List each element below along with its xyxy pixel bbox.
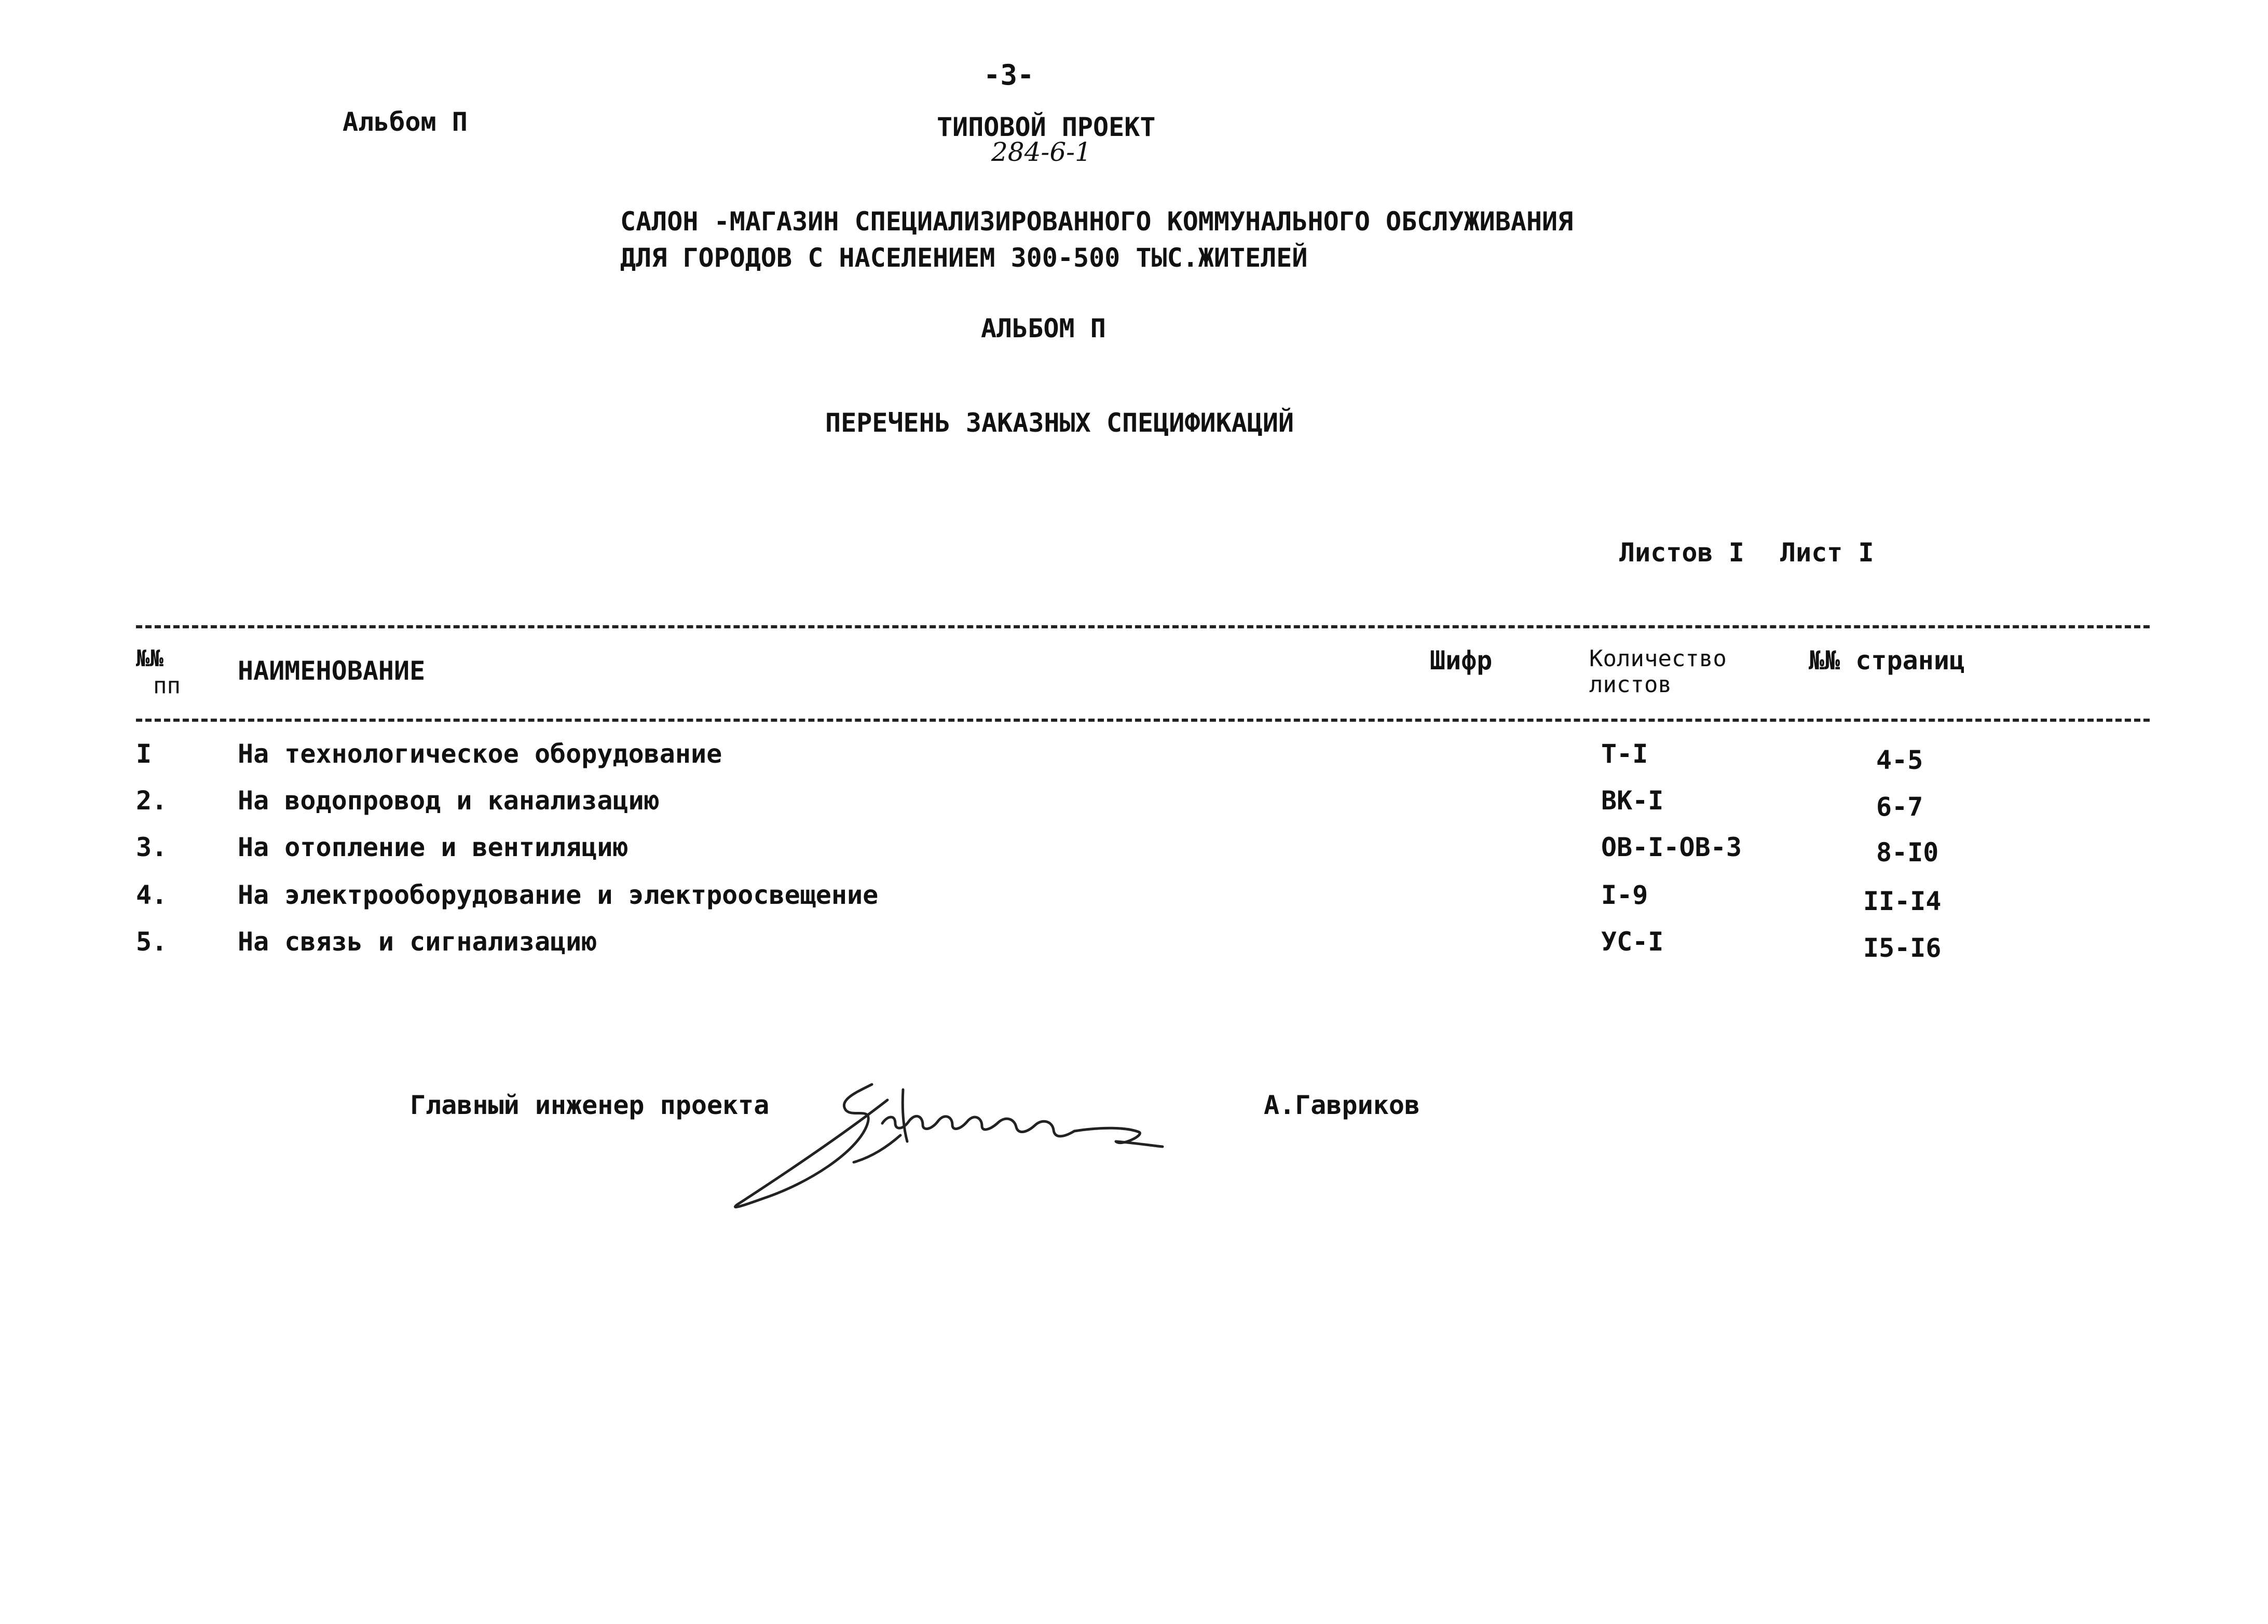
row-pages: 6-7 [1876,792,1923,822]
row-pages: 4-5 [1876,745,1923,775]
sheets-total: Листов I [1619,538,1744,568]
header-qty-sub: листов [1589,671,1672,698]
row-qty: Т-I [1601,739,1648,769]
header-qty: Количество [1589,645,1727,672]
row-num: 5. [136,927,168,957]
row-num: I [136,739,152,769]
list-heading: ПЕРЕЧЕНЬ ЗАКАЗНЫХ СПЕЦИФИКАЦИЙ [825,408,1294,438]
table-top-rule [136,625,2150,628]
table-header-rule [136,719,2150,722]
row-pages: II-I4 [1863,886,1942,916]
project-type: ТИПОВОЙ ПРОЕКТ [937,112,1156,142]
sheet-number: Лист I [1780,538,1874,568]
row-num: 4. [136,880,168,910]
header-pages: №№ страниц [1809,645,1965,676]
row-name: На технологическое оборудование [238,739,722,769]
row-qty: ОВ-I-ОВ-3 [1601,832,1742,862]
header-name: НАИМЕНОВАНИЕ [238,656,426,686]
row-qty: УС-I [1601,927,1664,957]
row-qty: ВК-I [1601,786,1664,816]
signature-role: Главный инженер проекта [410,1090,770,1120]
header-code: Шифр [1430,645,1493,676]
row-pages: I5-I6 [1863,933,1942,963]
header-num-sub: пп [153,672,181,699]
row-name: На отопление и вентиляцию [238,832,629,862]
document-title-line2: ДЛЯ ГОРОДОВ С НАСЕЛЕНИЕМ 300-500 ТЫС.ЖИТЕЛЕЙ [620,243,1308,273]
row-num: 2. [136,786,168,816]
project-number: 284-6-1 [991,137,1091,167]
album-heading: АЛЬБОМ П [981,313,1106,343]
signature-name: А.Гавриков [1264,1090,1420,1120]
page-number: -3- [983,59,1034,91]
row-name: На связь и сигнализацию [238,927,597,957]
header-num: №№ [136,645,163,672]
row-num: 3. [136,832,168,862]
row-name: На водопровод и канализацию [238,786,660,816]
document-title-line1: САЛОН -МАГАЗИН СПЕЦИАЛИЗИРОВАННОГО КОММУНАЛЬНОГО ОБСЛУЖИВАНИЯ [620,207,1574,237]
row-pages: 8-I0 [1876,837,1939,868]
handwritten-signature [716,1069,1214,1224]
album-label: Альбом П [343,107,468,137]
row-name: На электрооборудование и электроосвещение [238,880,879,910]
row-qty: I-9 [1601,880,1648,910]
